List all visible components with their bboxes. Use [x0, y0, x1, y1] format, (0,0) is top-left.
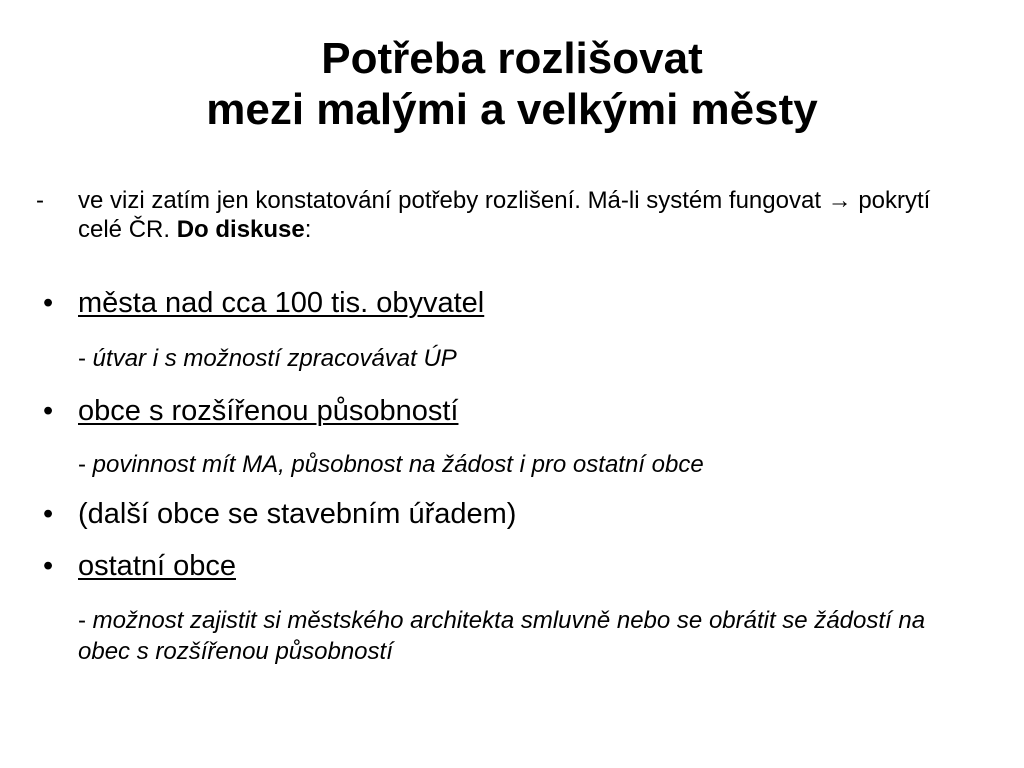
bullet-label: obce s rozšířenou působností [78, 395, 459, 427]
intro-paragraph [36, 186, 966, 244]
bullet-label: ostatní obce [78, 550, 236, 582]
bullet-label: města nad cca 100 tis. obyvatel [78, 287, 485, 319]
intro-text-bold: Do diskuse [176, 216, 305, 243]
sub-note-dash: - [78, 607, 93, 634]
sub-note-other-municipalities [78, 605, 978, 667]
slide-title-line-1: Potřeba rozlišovat [321, 34, 703, 83]
sub-note-text: možnost zajistit si městského architekta smluvně nebo se obrátit se žádostí na obec s rozšířenou působností [78, 607, 926, 665]
intro-text-plain: ve vizi zatím jen konstatování potřeby rozlišení. Má-li systém fungovat → pokrytí celé ČR. [78, 187, 931, 243]
bullet-label: (další obce se stavebním úřadem) [78, 498, 517, 530]
intro-text [78, 186, 966, 244]
sub-note-large-cities [78, 343, 978, 374]
bullet-dot: • [43, 287, 54, 319]
sub-note-text: povinnost mít MA, působnost na žádost i pro ostatní obce [92, 451, 704, 478]
sub-note-dash: - [78, 345, 93, 372]
sub-note-dash: - [78, 451, 93, 478]
bullet-dot: • [43, 395, 54, 427]
sub-note-text: útvar i s možností zpracovávat ÚP [92, 345, 457, 372]
bullet-dot: • [43, 498, 54, 530]
bullet-dot: • [43, 550, 54, 582]
slide-title [0, 33, 1024, 135]
slide-title-line-2: mezi malými a velkými městy [206, 85, 818, 134]
intro-dash: - [36, 187, 44, 214]
sub-note-extended-municipalities [78, 449, 978, 480]
intro-text-colon: : [304, 216, 312, 243]
